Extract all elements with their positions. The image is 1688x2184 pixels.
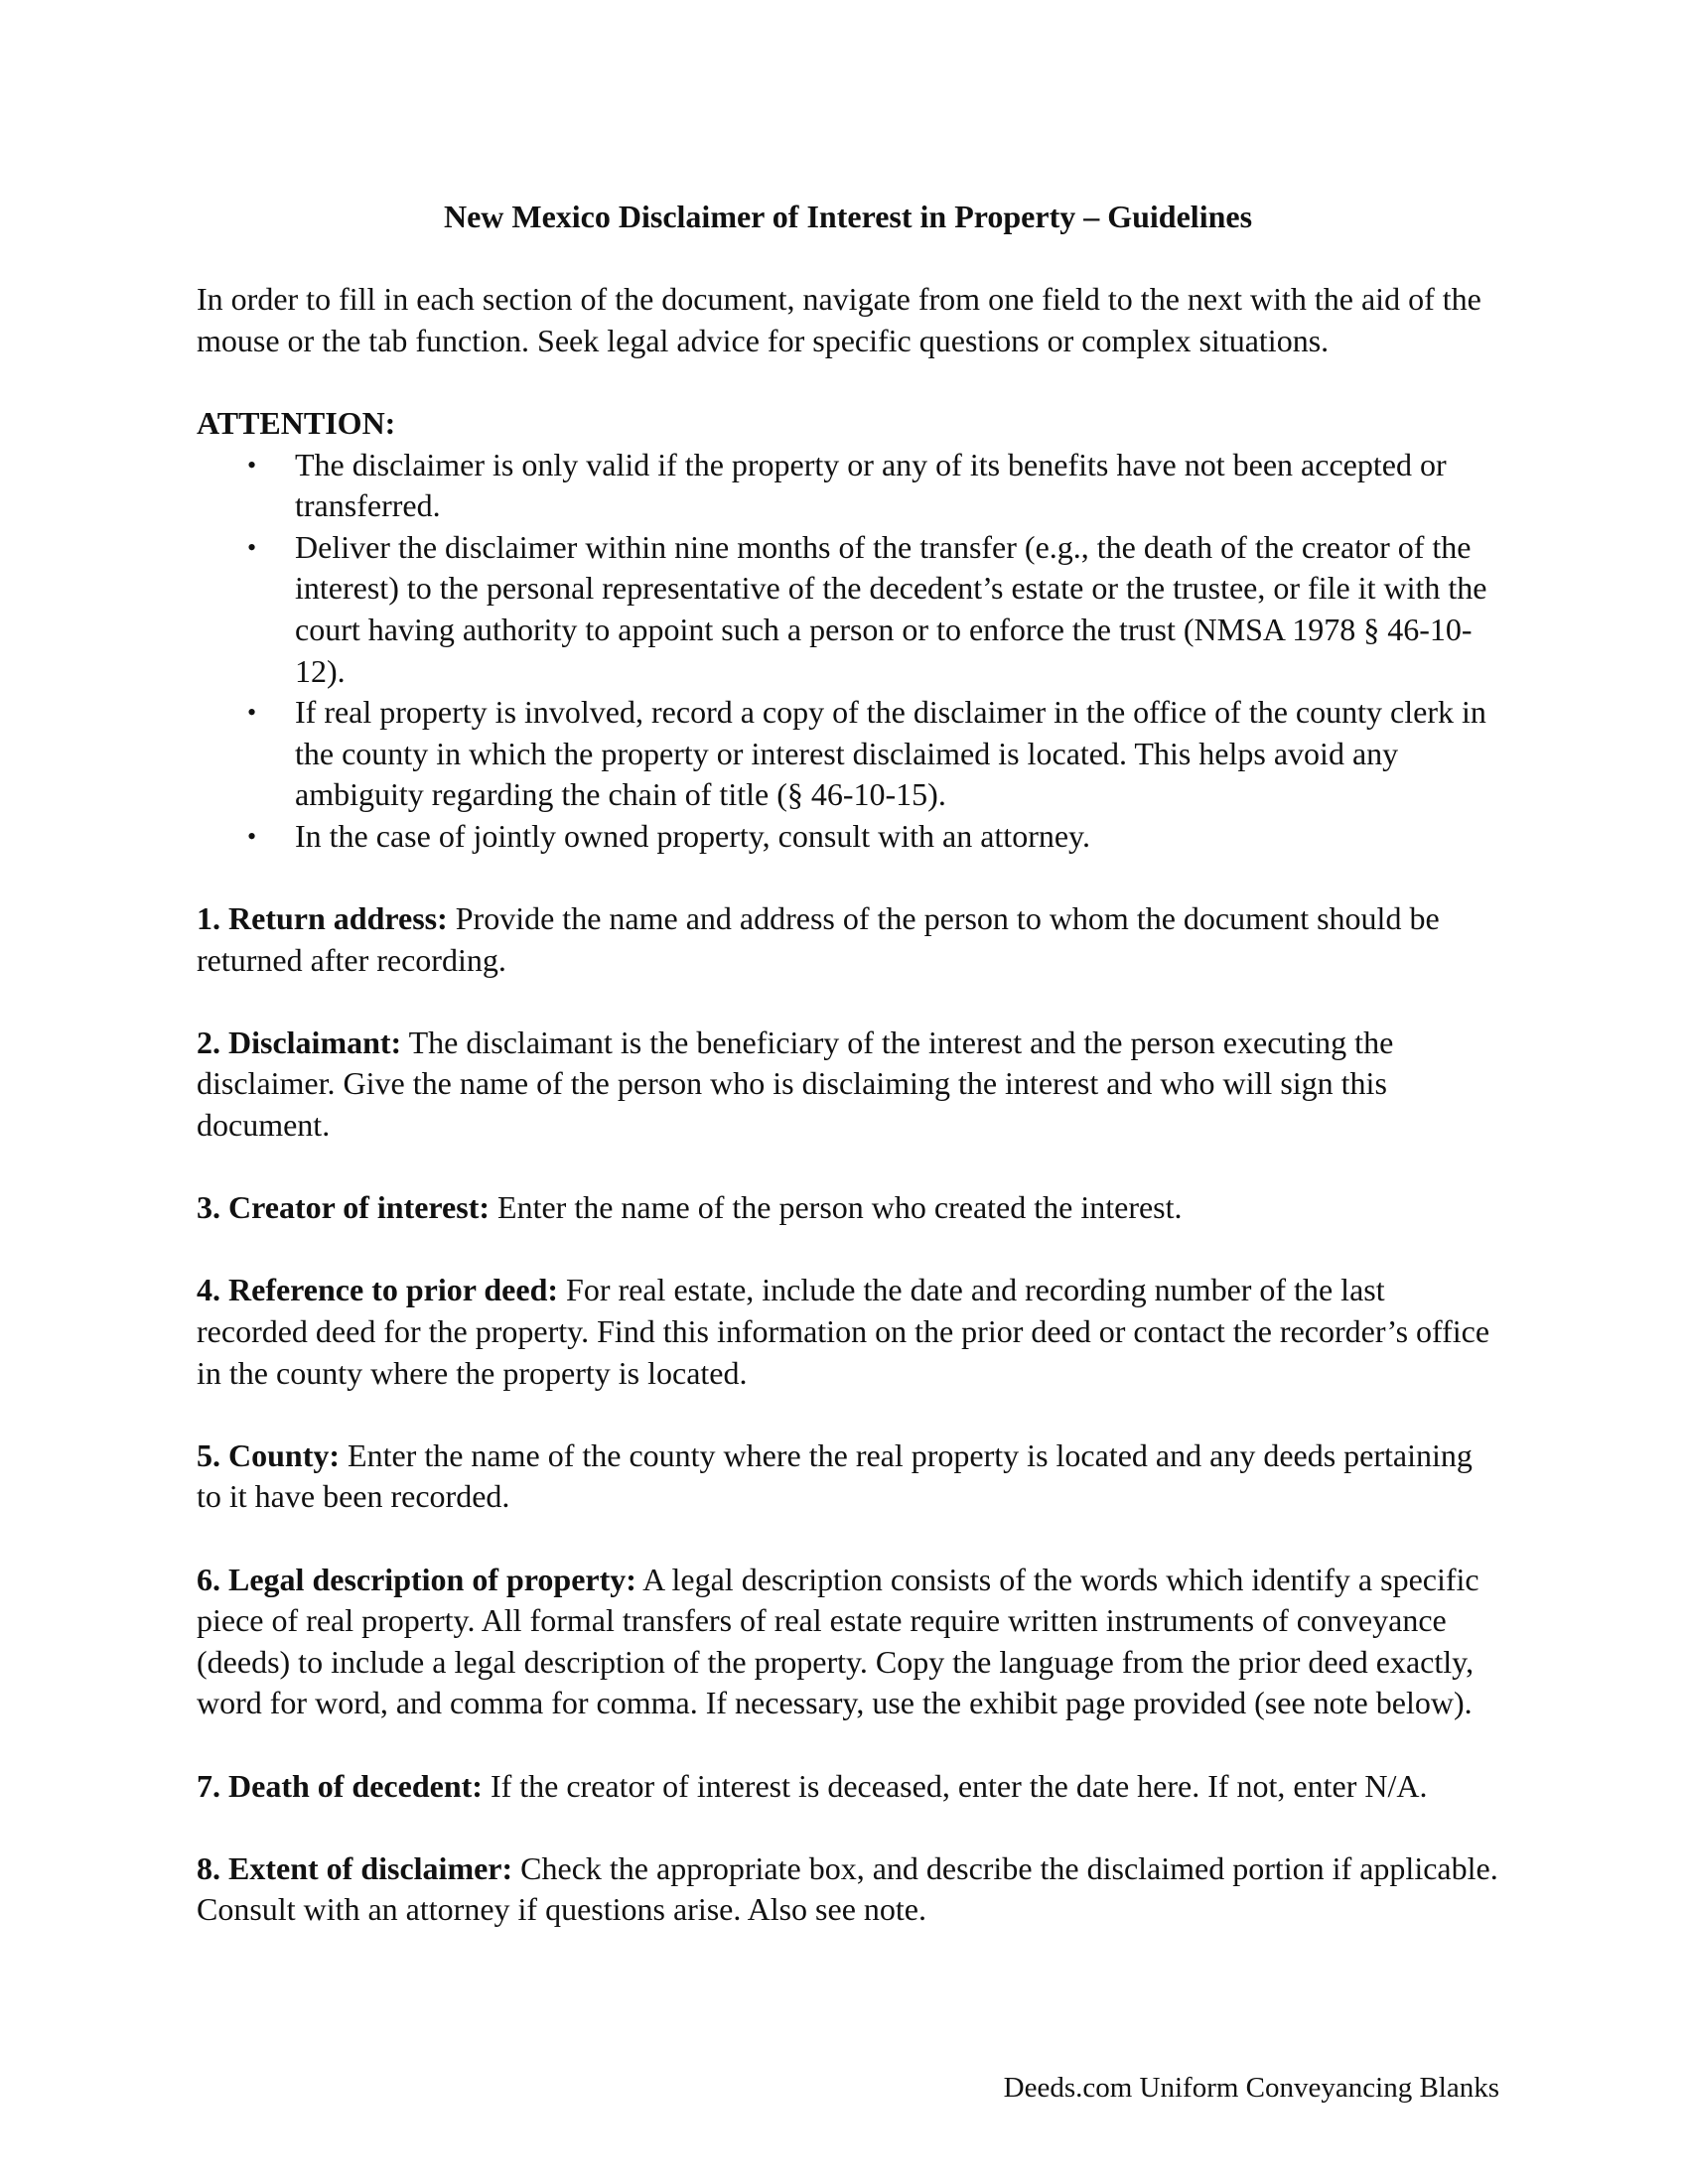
section-death-of-decedent (197, 1766, 1499, 1808)
bullet-icon: • (247, 532, 257, 562)
section-text: Check the appropriate box, and describe the disclaimed portion if applicable. Consult with an attorney if questions arise. Also see note. (197, 1849, 1498, 1928)
list-item (197, 527, 1499, 692)
section-label: 6. Legal description of property: (197, 1561, 636, 1597)
section-label: 7. Death of decedent: (197, 1767, 483, 1804)
section-label: 4. Reference to prior deed: (197, 1272, 559, 1308)
section-label: 1. Return address: (197, 900, 448, 937)
intro-paragraph: In order to fill in each section of the document, navigate from one field to the next with the aid of the mouse or the tab function. Seek legal advice for specific questions or complex situations. (197, 281, 1481, 358)
section-label: 2. Disclaimant: (197, 1024, 402, 1060)
section-disclaimant (197, 1023, 1499, 1147)
list-item-text: The disclaimer is only valid if the property or any of its benefits have not been accepted or transferred. (295, 446, 1447, 524)
list-item (197, 692, 1499, 816)
section-label: 8. Extent of disclaimer: (197, 1849, 513, 1886)
page-footer: Deeds.com Uniform Conveyancing Blanks (1003, 2072, 1499, 2104)
section-extent-of-disclaimer (197, 1848, 1499, 1931)
section-legal-description (197, 1560, 1499, 1724)
section-text: If the creator of interest is deceased, enter the date here. If not, enter N/A. (490, 1767, 1428, 1804)
section-label: 3. Creator of interest: (197, 1189, 491, 1226)
section-creator-of-interest (197, 1187, 1499, 1229)
section-text: A legal description consists of the words which identify a specific piece of real property. All formal transfers of real estate require written instruments of conveyance (deeds) to include a legal description of the property. Copy the language from the prior deed exactly, word for word, and comma for comma. If necessary, use the exhibit page provided (see note below). (197, 1561, 1479, 1721)
section-label: 5. County: (197, 1436, 341, 1473)
section-text: The disclaimant is the beneficiary of the interest and the person executing the disclaimer. Give the name of the person who is disclaiming the interest and who will sign this document. (197, 1024, 1394, 1144)
list-item (197, 816, 1499, 858)
section-text: Enter the name of the county where the real property is located and any deeds pertaining to it have been recorded. (197, 1436, 1473, 1515)
bullet-icon: • (247, 821, 257, 851)
bullet-icon: • (247, 450, 257, 479)
list-item-text: If real property is involved, record a copy of the disclaimer in the office of the county clerk in the county in which the property or interest disclaimed is located. This helps avoid any ambiguity regarding the chain of title (§ 46-10-15). (295, 694, 1486, 813)
section-text: For real estate, include the date and recording number of the last recorded deed for the property. Find this information on the prior deed or contact the recorder’s office in the county where the property is located. (197, 1272, 1490, 1391)
attention-heading: ATTENTION: (197, 404, 396, 441)
list-item (197, 445, 1499, 527)
list-item-text: Deliver the disclaimer within nine months of the transfer (e.g., the death of the creator of the interest) to the personal representative of the decedent’s estate or the trustee, or file it with the court having authority to appoint such a person or to enforce the trust (NMSA 1978 § 46-10-12). (295, 528, 1487, 689)
section-text: Enter the name of the person who created the interest. (497, 1189, 1183, 1226)
attention-list (197, 445, 1499, 858)
page-title: New Mexico Disclaimer of Interest in Property – Guidelines (443, 199, 1253, 234)
list-item-text: In the case of jointly owned property, consult with an attorney. (295, 817, 1090, 854)
document-body (197, 197, 1499, 1973)
bullet-icon: • (247, 698, 257, 728)
section-reference-prior-deed (197, 1270, 1499, 1394)
section-return-address (197, 898, 1499, 981)
section-county (197, 1435, 1499, 1518)
section-text: Provide the name and address of the person to whom the document should be returned after recording. (197, 900, 1440, 978)
